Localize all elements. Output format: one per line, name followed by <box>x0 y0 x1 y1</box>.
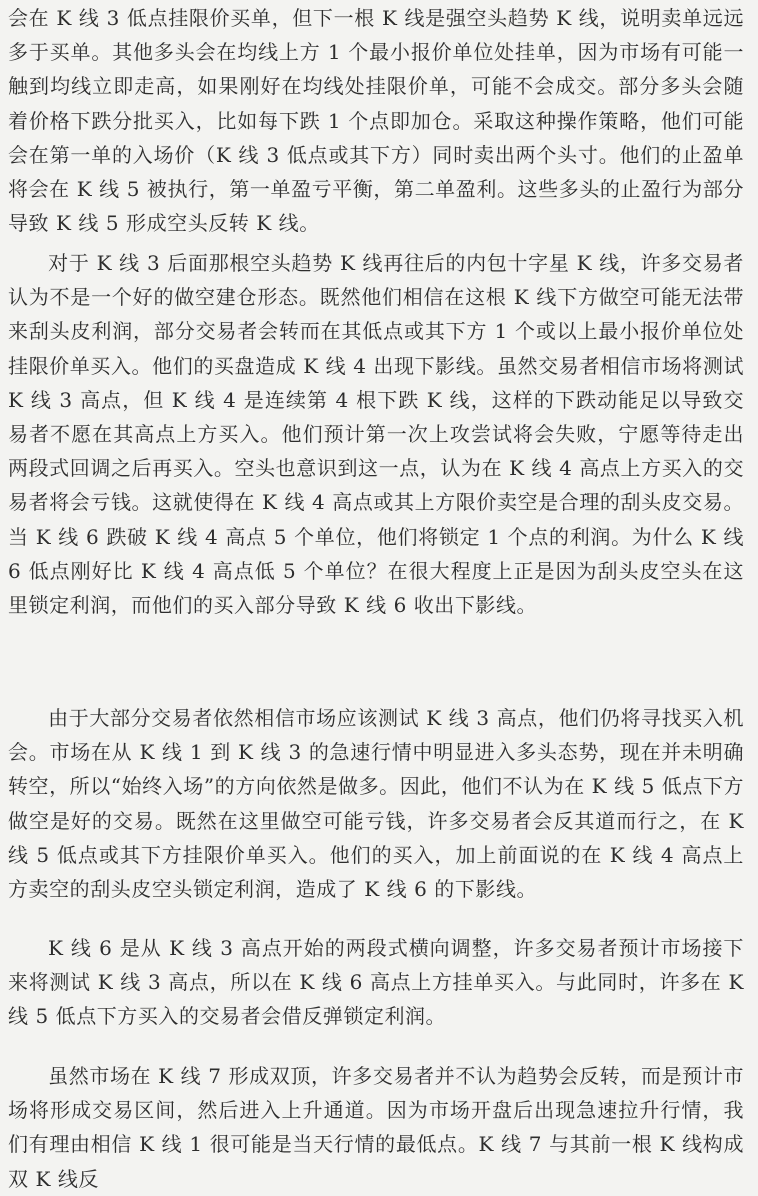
paragraph-1: 会在 K 线 3 低点挂限价买单，但下一根 K 线是强空头趋势 K 线，说明卖单远远多于买单。其他多头会在均线上方 1 个最小报价单位处挂单，因为市场有可能一触到均线立即走高，如果刚好在均线处挂限价单，可能不会成交。部分多头会随着价格下跌分批买入，比如每下跌 1 个点即加仓。采取这种操作策略，他们可能会在第一单的入场价（K 线 3 低点或其下方）同时卖出两个头寸。他们的止盈单将会在 K 线 5 被执行，第一单盈亏平衡，第二单盈利。这些多头的止盈行为部分导致 K 线 5 形成空头反转 K 线。 <box>8 6 744 236</box>
paragraph-2: 对于 K 线 3 后面那根空头趋势 K 线再往后的内包十字星 K 线，许多交易者认为不是一个好的做空建仓形态。既然他们相信在这根 K 线下方做空可能无法带来刮头皮利润，部分交易者会转而在其低点或其下方 1 个或以上最小报价单位处挂限价单买入。他们的买盘造成 K 线 4 出现下影线。虽然交易者相信市场将测试 K 线 3 高点，但 K 线 4 是连续第 4 根下跌 K 线，这样的下跌动能足以导致交易者不愿在其高点上方买入。他们预计第一次上攻尝试将会失败，宁愿等待走出两段式回调之后再买入。空头也意识到这一点，认为在 K 线 4 高点上方买入的交易者将会亏钱。这就使得在 K 线 4 高点或其上方限价卖空是合理的刮头皮交易。当 K 线 6 跌破 K 线 4 高点 5 个单位，他们将锁定 1 个点的利润。为什么 K 线 6 低点刚好比 K 线 4 高点低 5 个单位？在很大程度上正是因为刮头皮空头在这里锁定利润，而他们的买入部分导致 K 线 6 收出下影线。 <box>8 251 744 618</box>
paragraph-4: K 线 6 是从 K 线 3 高点开始的两段式横向调整，许多交易者预计市场接下来将测试 K 线 3 高点，所以在 K 线 6 高点上方挂单买入。与此同时，许多在 K 线 5 低点下方买入的交易者会借反弹锁定利润。 <box>8 936 744 1029</box>
paragraph-5: 虽然市场在 K 线 7 形成双顶，许多交易者并不认为趋势会反转，而是预计市场将形成交易区间，然后进入上升通道。因为市场开盘后出现急速拉升行情，我们有理由相信 K 线 1 很可能是当天行情的最低点。K 线 7 与其前一根 K 线构成双 K 线反 <box>8 1064 744 1191</box>
paragraph-3: 由于大部分交易者依然相信市场应该测试 K 线 3 高点，他们仍将寻找买入机会。市场在从 K 线 1 到 K 线 3 的急速行情中明显进入多头态势，现在并未明确转空，所以“始终入场”的方向依然是做多。因此，他们不认为在 K 线 5 低点下方做空是好的交易。既然在这里做空可能亏钱，许多交易者会反其道而行之，在 K 线 5 低点或其下方挂限价单买入。他们的买入，加上前面说的在 K 线 4 高点上方卖空的刮头皮空头锁定利润，造成了 K 线 6 的下影线。 <box>8 706 744 902</box>
